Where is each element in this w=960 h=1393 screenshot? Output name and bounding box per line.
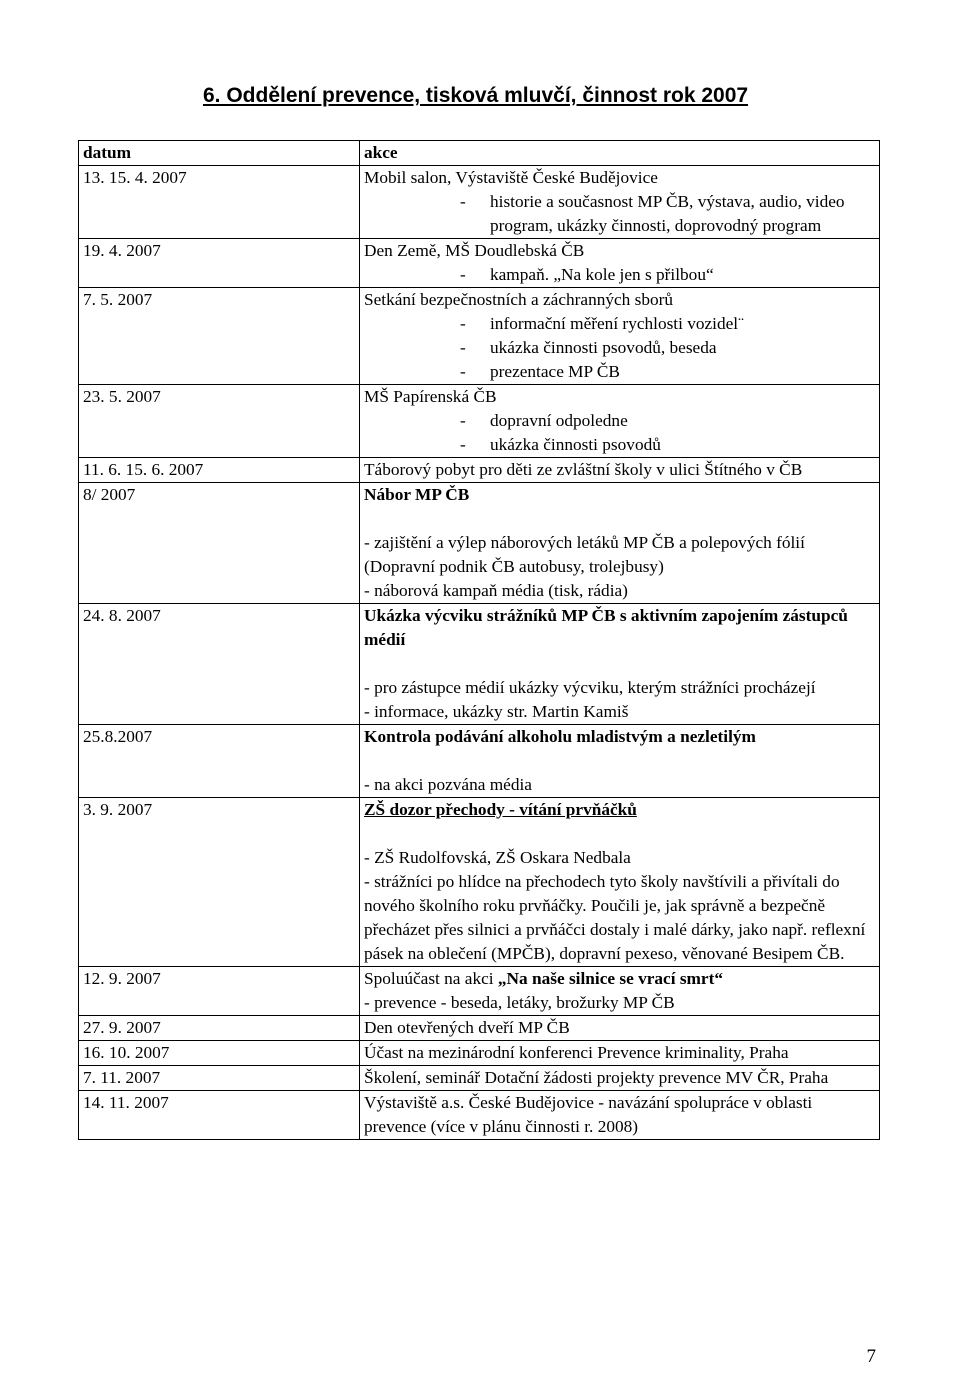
- row-line: - pro zástupce médií ukázky výcviku, kterým strážníci procházejí: [364, 678, 816, 697]
- table-row: [79, 458, 880, 483]
- row-action: [360, 798, 880, 967]
- row-date: 12. 9. 2007: [79, 967, 360, 1016]
- row-line: - ZŠ Rudolfovská, ZŠ Oskara Nedbala: [364, 848, 631, 867]
- row-main: Účast na mezinárodní konferenci Prevence kriminality, Praha: [364, 1043, 789, 1062]
- row-main: Ukázka výcviku strážníků MP ČB s aktivním zapojením zástupců médií: [364, 606, 848, 649]
- list-item: - prezentace MP ČB: [364, 360, 873, 384]
- row-line: - zajištění a výlep náborových letáků MP ČB a polepových fólií (Dopravní podnik ČB autobusy, trolejbusy): [364, 533, 805, 576]
- table-row: [79, 483, 880, 604]
- table-row: [79, 1066, 880, 1091]
- row-main: Setkání bezpečnostních a záchranných sborů: [364, 290, 674, 309]
- row-date: 7. 11. 2007: [79, 1066, 360, 1091]
- row-line: - náborová kampaň média (tisk, rádia): [364, 581, 628, 600]
- table-row: [79, 725, 880, 798]
- row-action: [360, 604, 880, 725]
- row-action: [360, 1091, 880, 1140]
- table-row: [79, 239, 880, 288]
- row-date: 19. 4. 2007: [79, 239, 360, 288]
- row-action: [360, 166, 880, 239]
- row-main-emphasis: „Na naše silnice se vrací smrt“: [497, 969, 724, 988]
- page-title: 6. Oddělení prevence, tisková mluvčí, činnost rok 2007: [203, 84, 749, 107]
- row-bullets: [364, 190, 873, 238]
- row-date: 23. 5. 2007: [79, 385, 360, 458]
- header-date: datum: [79, 141, 360, 166]
- row-date: 24. 8. 2007: [79, 604, 360, 725]
- row-date: 11. 6. 15. 6. 2007: [79, 458, 360, 483]
- row-date: 7. 5. 2007: [79, 288, 360, 385]
- list-item: - ukázka činnosti psovodů, beseda: [364, 336, 873, 360]
- page-number: 7: [866, 1346, 876, 1367]
- row-action: [360, 725, 880, 798]
- row-action: [360, 483, 880, 604]
- table-row: [79, 166, 880, 239]
- table-row: [79, 288, 880, 385]
- table-row: [79, 1016, 880, 1041]
- row-date: 25.8.2007: [79, 725, 360, 798]
- row-action: [360, 458, 880, 483]
- row-line: - prevence - beseda, letáky, brožurky MP ČB: [364, 993, 675, 1012]
- row-bullets: [364, 263, 873, 287]
- row-action: [360, 239, 880, 288]
- row-date: 27. 9. 2007: [79, 1016, 360, 1041]
- table-row: [79, 798, 880, 967]
- row-date: 16. 10. 2007: [79, 1041, 360, 1066]
- row-main: [364, 967, 873, 991]
- row-bullets: [364, 312, 873, 384]
- row-action: [360, 1066, 880, 1091]
- row-action: [360, 288, 880, 385]
- activity-table: [78, 140, 880, 1140]
- header-action: akce: [360, 141, 880, 166]
- row-main: Den Země, MŠ Doudlebská ČB: [364, 241, 585, 260]
- table-row: [79, 1041, 880, 1066]
- table-header-row: [79, 141, 880, 166]
- row-line: - strážníci po hlídce na přechodech tyto školy navštívili a přivítali do nového školního roku prvňáčky. Poučili je, jak správně a bezpečně přecházet přes silnici a prvňáčci dostaly i malé dárky, jako např. reflexní pásek na oblečení (MPČB), dopravní pexeso, věnované Besipem ČB.: [364, 872, 866, 963]
- row-main-prefix: Spoluúčast na akci: [364, 969, 498, 988]
- table-row: [79, 604, 880, 725]
- row-action: [360, 385, 880, 458]
- table-row: [79, 385, 880, 458]
- row-main: MŠ Papírenská ČB: [364, 387, 497, 406]
- list-item: - kampaň. „Na kole jen s přilbou“: [364, 263, 873, 287]
- row-date: 14. 11. 2007: [79, 1091, 360, 1140]
- list-item: - dopravní odpoledne: [364, 409, 873, 433]
- row-main: Den otevřených dveří MP ČB: [364, 1018, 570, 1037]
- row-main: Táborový pobyt pro děti ze zvláštní školy v ulici Štítného v ČB: [364, 460, 803, 479]
- row-main: Nábor MP ČB: [364, 485, 470, 504]
- row-main: Výstaviště a.s. České Budějovice - navázání spolupráce v oblasti prevence (více v plánu činnosti r. 2008): [364, 1093, 813, 1136]
- row-action: [360, 1041, 880, 1066]
- row-main: Školení, seminář Dotační žádosti projekty prevence MV ČR, Praha: [364, 1068, 829, 1087]
- row-line: - na akci pozvána média: [364, 775, 532, 794]
- row-main: Mobil salon, Výstaviště České Budějovice: [364, 168, 658, 187]
- list-item: - informační měření rychlosti vozidel¨: [364, 312, 873, 336]
- row-date: 8/ 2007: [79, 483, 360, 604]
- row-line: - informace, ukázky str. Martin Kamiš: [364, 702, 629, 721]
- row-main: ZŠ dozor přechody - vítání prvňáčků: [364, 800, 637, 819]
- row-date: 13. 15. 4. 2007: [79, 166, 360, 239]
- row-date: 3. 9. 2007: [79, 798, 360, 967]
- row-action: [360, 1016, 880, 1041]
- list-item: - ukázka činnosti psovodů: [364, 433, 873, 457]
- table-row: [79, 967, 880, 1016]
- table-row: [79, 1091, 880, 1140]
- row-main: Kontrola podávání alkoholu mladistvým a nezletilým: [364, 727, 756, 746]
- list-item: - historie a současnost MP ČB, výstava, audio, video program, ukázky činnosti, doprovodný program: [364, 190, 873, 238]
- row-action: [360, 967, 880, 1016]
- row-bullets: [364, 409, 873, 457]
